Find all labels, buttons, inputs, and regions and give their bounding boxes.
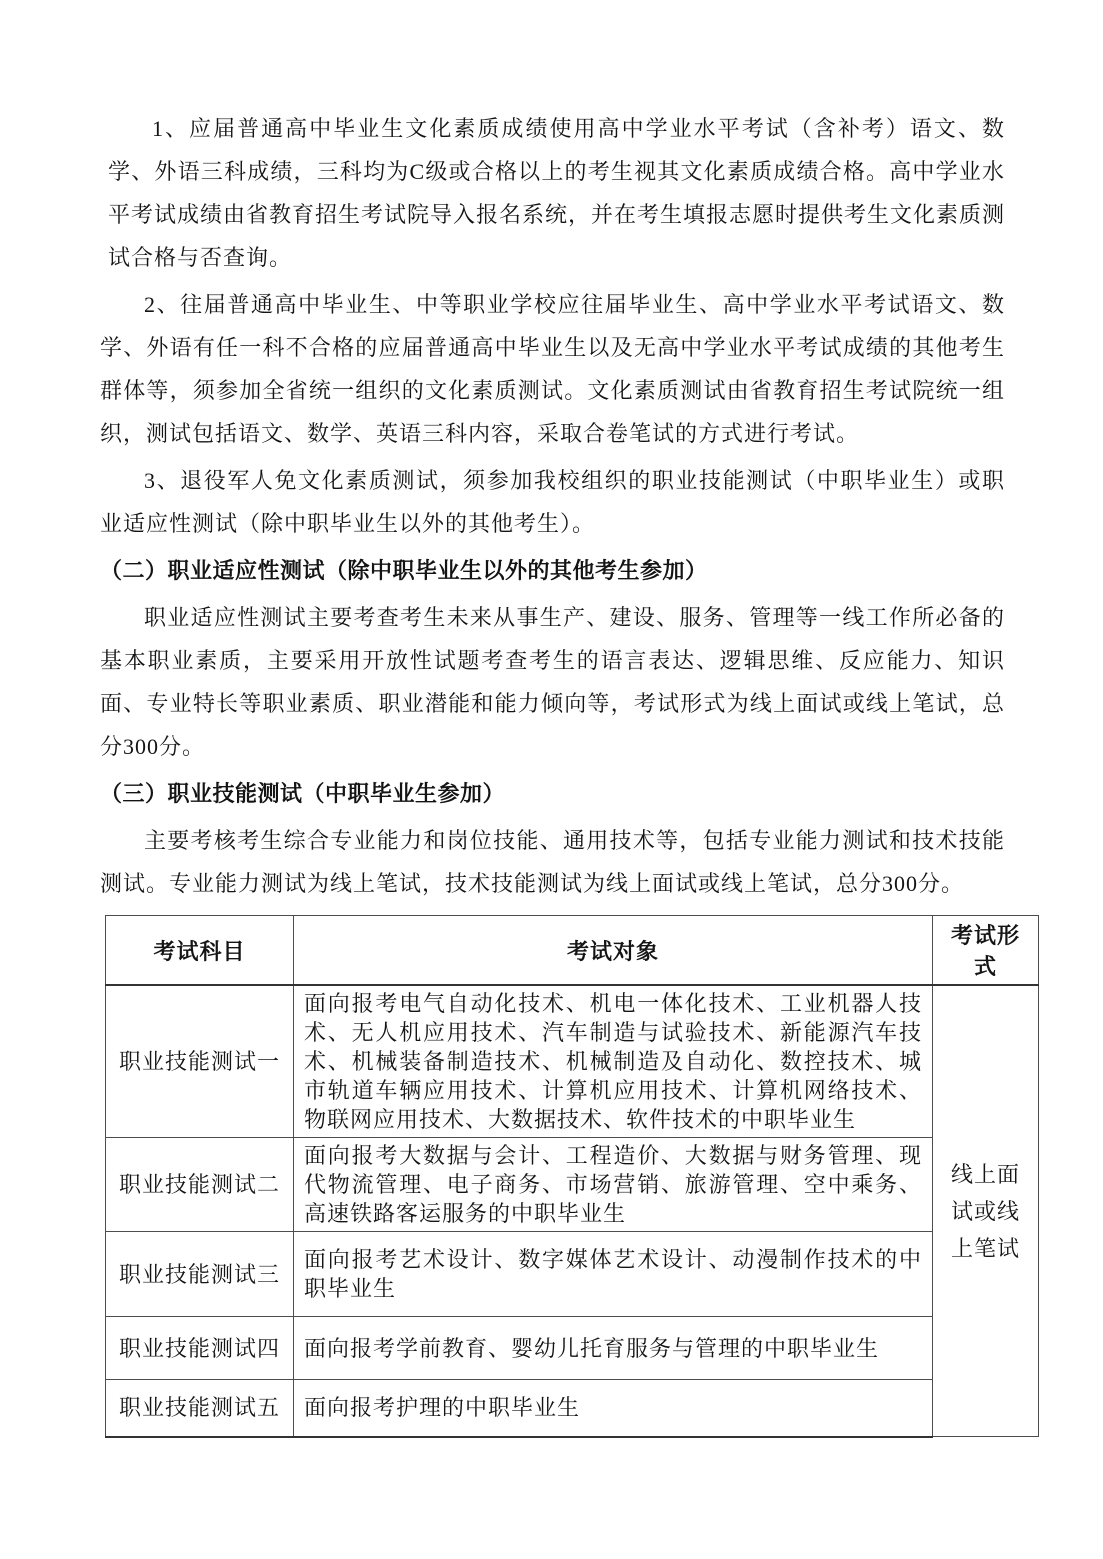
paragraph-culture-test-item-1: 1、应届普通高中毕业生文化素质成绩使用高中学业水平考试（含补考）语文、数学、外语三科成绩，三科均为C级或合格以上的考生视其文化素质成绩合格。高中学业水平考试成绩由省教育招生考试院导入报名系统，并在考生填报志愿时提供考生文化素质测试合格与否查询。 xyxy=(108,116,1006,270)
exam-target-5: 面向报考护理的中职毕业生 xyxy=(294,1380,933,1437)
exam-target-3: 面向报考艺术设计、数字媒体艺术设计、动漫制作技术的中职毕业生 xyxy=(294,1232,933,1317)
exam-subject-1: 职业技能测试一 xyxy=(106,985,294,1138)
exam-target-4: 面向报考学前教育、婴幼儿托育服务与管理的中职毕业生 xyxy=(294,1317,933,1380)
paragraph-aptitude-test-description: 职业适应性测试主要考查考生未来从事生产、建设、服务、管理等一线工作所必备的基本职业素质，主要采用开放性试题考查考生的语言表达、逻辑思维、反应能力、知识面、专业特长等职业素质、职业潜能和能力倾向等，考试形式为线上面试或线上笔试，总分300分。 xyxy=(100,605,1005,759)
paragraph-skill-test-description: 主要考核考生综合专业能力和岗位技能、通用技术等，包括专业能力测试和技术技能测试。专业能力测试为线上笔试，技术技能测试为线上面试或线上笔试，总分300分。 xyxy=(100,828,1005,896)
section-heading-skill-test: （三）职业技能测试（中职毕业生参加） xyxy=(100,781,506,806)
exam-subject-5: 职业技能测试五 xyxy=(106,1380,294,1437)
table-header-row xyxy=(106,916,1039,986)
exam-subject-3: 职业技能测试三 xyxy=(106,1232,294,1317)
table-row xyxy=(106,1317,1039,1380)
exam-format-merged-cell: 线上面试或线上笔试 xyxy=(933,985,1039,1437)
table-row xyxy=(106,1232,1039,1317)
column-header-exam-target: 考试对象 xyxy=(294,916,933,986)
exam-subject-4: 职业技能测试四 xyxy=(106,1317,294,1380)
paragraph-culture-test-item-2: 2、往届普通高中毕业生、中等职业学校应往届毕业生、高中学业水平考试语文、数学、外语有任一科不合格的应届普通高中毕业生以及无高中学业水平考试成绩的其他考生群体等，须参加全省统一组织的文化素质测试。文化素质测试由省教育招生考试院统一组织，测试包括语文、数学、英语三科内容，采取合卷笔试的方式进行考试。 xyxy=(100,292,1005,446)
exam-target-2: 面向报考大数据与会计、工程造价、大数据与财务管理、现代物流管理、电子商务、市场营销、旅游管理、空中乘务、高速铁路客运服务的中职毕业生 xyxy=(294,1138,933,1232)
table-row xyxy=(106,1138,1039,1232)
column-header-exam-format: 考试形式 xyxy=(933,916,1039,986)
section-heading-aptitude-test: （二）职业适应性测试（除中职毕业生以外的其他考生参加） xyxy=(100,558,708,583)
table-row xyxy=(106,1380,1039,1437)
column-header-exam-subject: 考试科目 xyxy=(106,916,294,986)
table-row xyxy=(106,985,1039,1138)
exam-subject-2: 职业技能测试二 xyxy=(106,1138,294,1232)
exam-subjects-table xyxy=(105,915,1039,1438)
paragraph-culture-test-item-3: 3、退役军人免文化素质测试，须参加我校组织的职业技能测试（中职毕业生）或职业适应性测试（除中职毕业生以外的其他考生）。 xyxy=(100,468,1005,536)
exam-target-1: 面向报考电气自动化技术、机电一体化技术、工业机器人技术、无人机应用技术、汽车制造与试验技术、新能源汽车技术、机械装备制造技术、机械制造及自动化、数控技术、城市轨道车辆应用技术、计算机应用技术、计算机网络技术、物联网应用技术、大数据技术、软件技术的中职毕业生 xyxy=(294,985,933,1138)
